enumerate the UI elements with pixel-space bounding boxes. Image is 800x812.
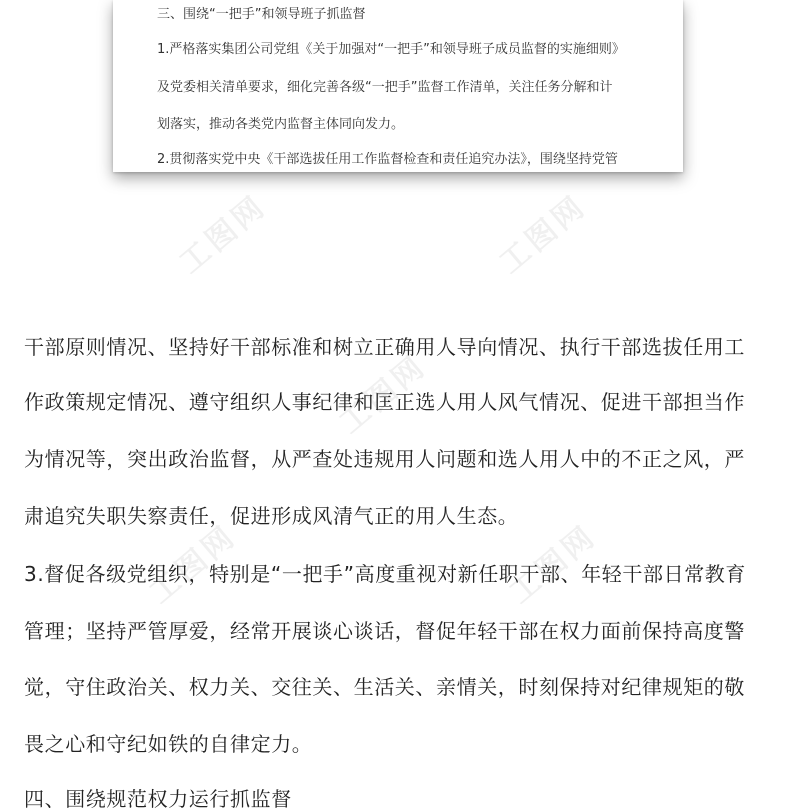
document-preview-card <box>113 0 683 172</box>
watermark: 工图网 <box>492 188 594 281</box>
watermark: 工图网 <box>502 518 604 611</box>
watermark: 工图网 <box>332 348 434 441</box>
watermark: 工图网 <box>172 188 274 281</box>
section-heading: 四、围绕规范权力运行抓监督 <box>24 787 292 811</box>
paragraph-line: 干部原则情况、坚持好干部标准和树立正确用人导向情况、执行干部选拔任用工 <box>24 335 745 359</box>
paragraph-line: 畏之心和守纪如铁的自律定力。 <box>24 732 313 756</box>
paragraph-line: 3.督促各级党组织，特别是“一把手”高度重视对新任职干部、年轻干部日常教育 <box>24 562 747 586</box>
paragraph-line: 1.严格落实集团公司党组《关于加强对“一把手”和领导班子成员监督的实施细则》 <box>157 42 625 57</box>
paragraph-line: 觉，守住政治关、权力关、交往关、生活关、亲情关，时刻保持对纪律规矩的敬 <box>24 675 745 699</box>
paragraph-line: 及党委相关清单要求，细化完善各级“一把手”监督工作清单，关注任务分解和计 <box>157 80 613 95</box>
paragraph-line: 划落实，推动各类党内监督主体同向发力。 <box>157 117 405 132</box>
paragraph-line: 为情况等，突出政治监督，从严查处违规用人问题和选人用人中的不正之风，严 <box>24 447 745 471</box>
paragraph-line: 肃追究失职失察责任，促进形成风清气正的用人生态。 <box>24 504 519 528</box>
paragraph-line: 作政策规定情况、遵守组织人事纪律和匡正选人用人风气情况、促进干部担当作 <box>24 390 745 414</box>
watermark: 工图网 <box>142 518 244 611</box>
section-heading: 三、围绕“一把手”和领导班子抓监督 <box>157 7 366 22</box>
paragraph-line: 2.贯彻落实党中央《干部选拔任用工作监督检查和责任追究办法》，围绕坚持党管 <box>157 152 618 167</box>
paragraph-line: 管理；坚持严管厚爱，经常开展谈心谈话，督促年轻干部在权力面前保持高度警 <box>24 619 745 643</box>
